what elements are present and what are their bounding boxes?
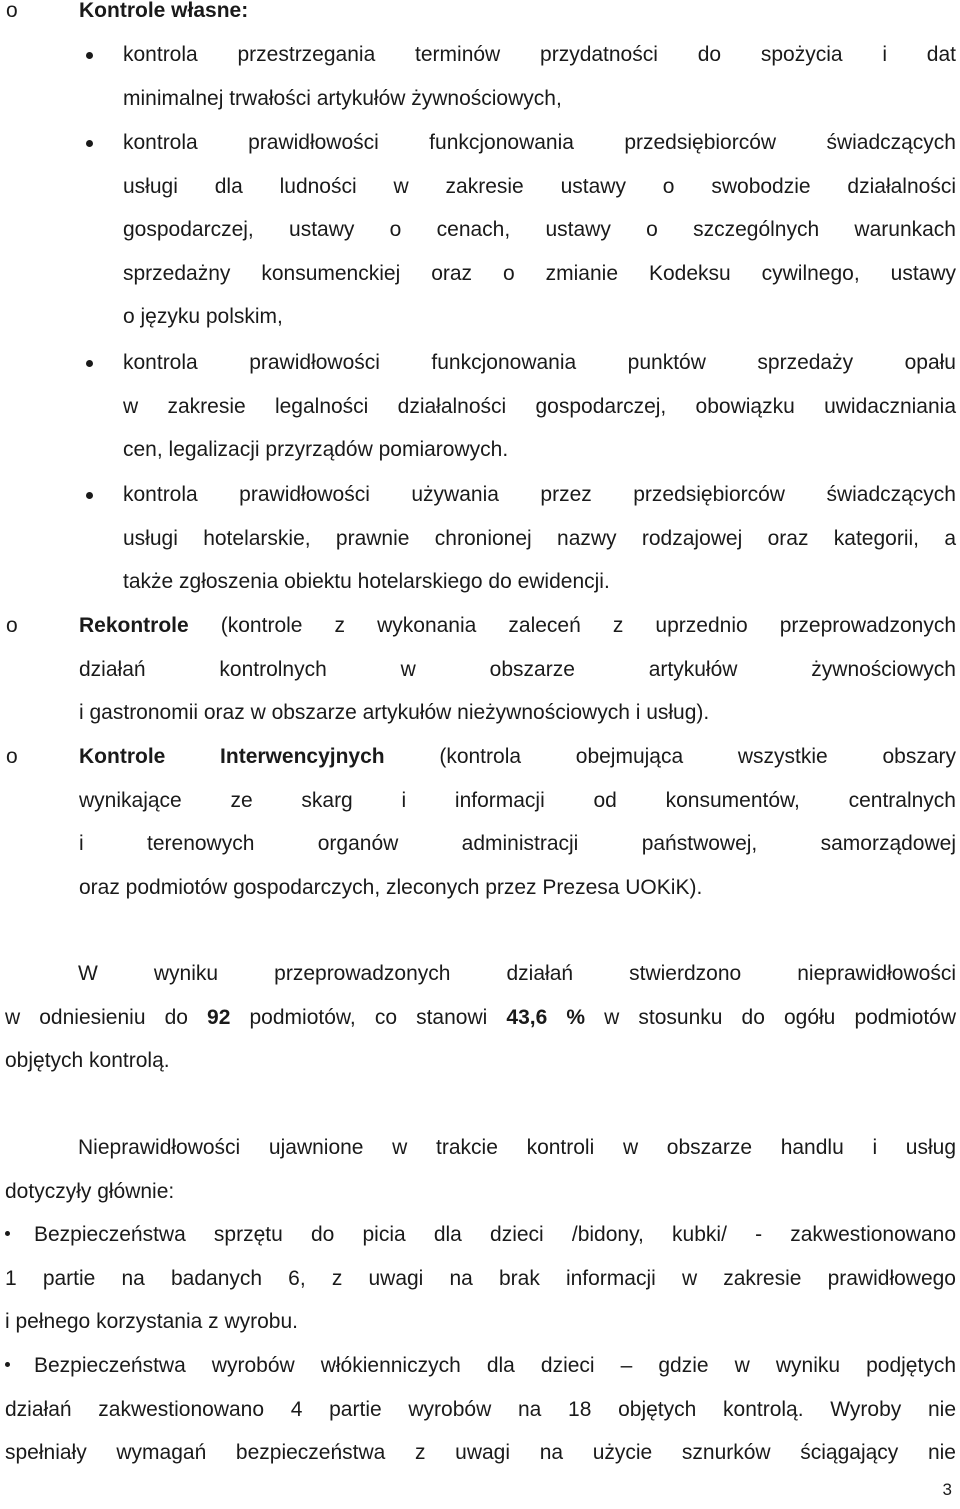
- non-compliant-percent: 43,6 %: [506, 1005, 586, 1029]
- finding-item: Bezpieczeństwa wyrobów włókienniczych dla dzieci – gdzie w wyniku podjętych działań zakwestionowano 4 partie wyrobów na 18 objętych kontrolą. Wyroby nie spełniały wymagań bezpieczeństwa z uwagi na użycie sznurków ściągający nie: [5, 1354, 956, 1465]
- bullet-icon: [86, 360, 93, 367]
- intervention-text: Kontrole Interwencyjnych (kontrola obejmująca wszystkie obszary wynikające ze skarg i informacji od konsumentów, centralnych i terenowych organów administracji państwowej, samorządowej oraz podmiotów gospodarczych, zleconych przez Prezesa UOKiK).: [79, 745, 956, 899]
- findings-paragraph: Nieprawidłowości ujawnione w trakcie kontroli w obszarze handlu i usług dotyczyły głównie:: [5, 1136, 956, 1203]
- bullet-icon: [86, 52, 93, 59]
- finding-item: Bezpieczeństwa sprzętu do picia dla dzieci /bidony, kubki/ - zakwestionowano 1 partie na badanych 6, z uwagi na brak informacji w zakresie prawidłowego i pełnego korzystania z wyrobu.: [5, 1223, 956, 1334]
- bullet-icon: [86, 140, 93, 147]
- list-item-text: kontrola prawidłowości funkcjonowania przedsiębiorców świadczących usługi dla ludności w zakresie ustawy o swobodzie działalności gospodarczej, ustawy o cenach, ustawy o szczególnych warunkach sprzedażny konsumenckiej oraz o zmianie Kodeksu cywilnego, ustawy o języku polskim,: [123, 131, 956, 329]
- recontrol-text: Rekontrole (kontrole z wykonania zaleceń z uprzednio przeprowadzonych działań kontrolnych w obszarze artykułów żywnościowych i gastronomii oraz w obszarze artykułów nieżywnościowych i usług).: [79, 614, 956, 725]
- own-controls-title: Kontrole własne:: [79, 0, 249, 22]
- bullet-icon: [5, 1362, 10, 1367]
- list-marker: o: [6, 0, 18, 22]
- list-item-text: kontrola prawidłowości używania przez przedsiębiorców świadczących usługi hotelarskie, prawnie chronionej nazwy rodzajowej oraz kategorii, a także zgłoszenia obiektu hotelarskiego do ewidencji.: [123, 483, 956, 594]
- list-marker: o: [6, 614, 18, 637]
- bullet-icon: [86, 492, 93, 499]
- bullet-icon: [5, 1231, 10, 1236]
- list-marker: o: [6, 745, 18, 768]
- non-compliant-count: 92: [207, 1005, 231, 1029]
- list-item-text: kontrola przestrzegania terminów przydatności do spożycia i dat minimalnej trwałości artykułów żywnościowych,: [123, 43, 956, 110]
- page-number: 3: [942, 1480, 952, 1499]
- result-paragraph: W wyniku przeprowadzonych działań stwierdzono nieprawidłowości w odniesieniu do 92 podmiotów, co stanowi 43,6 % w stosunku do ogółu podmiotów objętych kontrolą.: [5, 962, 956, 1073]
- list-item-text: kontrola prawidłowości funkcjonowania punktów sprzedaży opału w zakresie legalności działalności gospodarczej, obowiązku uwidaczniania cen, legalizacji przyrządów pomiarowych.: [123, 351, 956, 462]
